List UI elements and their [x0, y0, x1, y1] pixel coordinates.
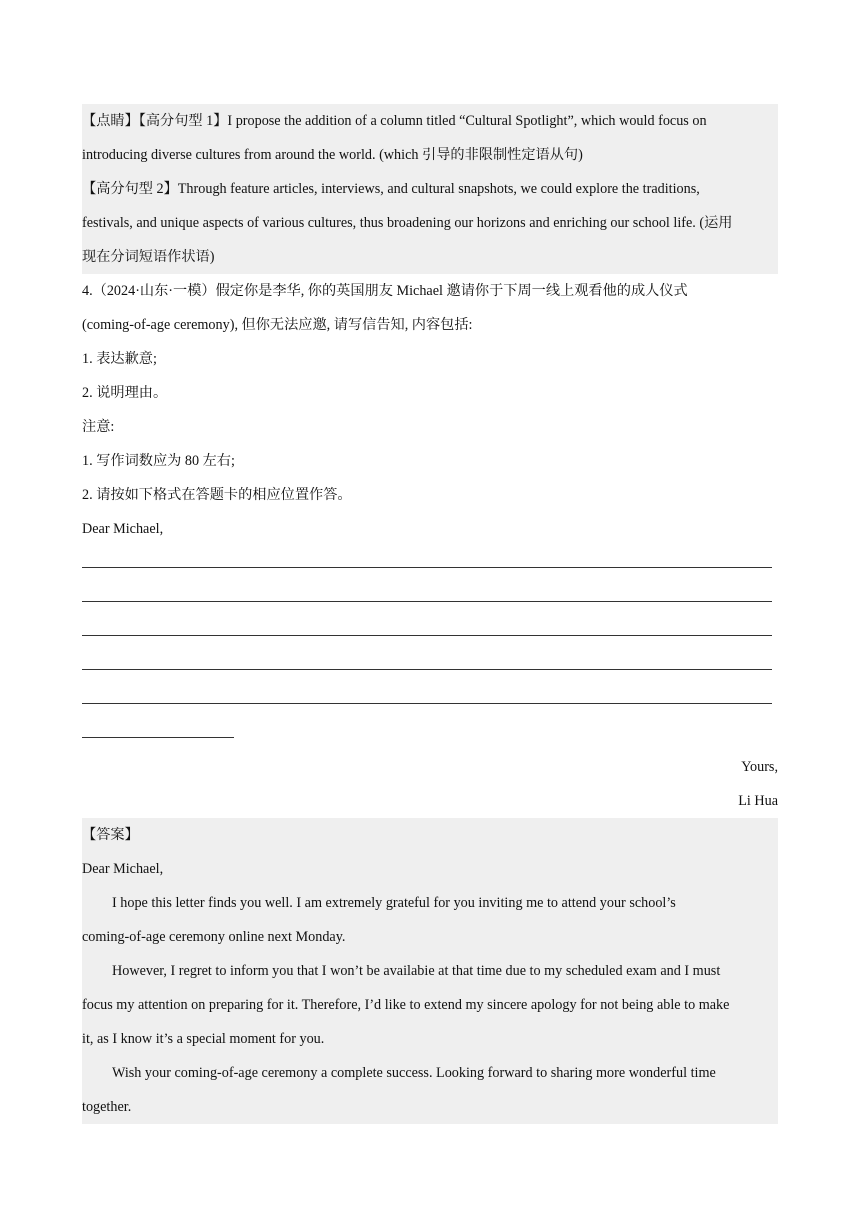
letter-salutation: Dear Michael,: [82, 521, 164, 537]
answer-blank-line: [82, 580, 778, 614]
highlight-line-4: festivals, and unique aspects of various cultures, thus broadening our horizons and enriching our school life. (运用: [82, 215, 733, 231]
answer-paragraph-3-line-2: together.: [82, 1099, 132, 1115]
answer-blank-line: [82, 546, 778, 580]
answer-label: 【答案】: [82, 827, 139, 843]
highlight-block: [82, 104, 778, 274]
highlight-line-1: 【点睛】【高分句型 1】I propose the addition of a column titled “Cultural Spotlight”, which would focus on: [82, 113, 707, 129]
highlight-line-5: 现在分词短语作状语): [82, 249, 215, 265]
answer-paragraph-3-line-1: Wish your coming-of-age ceremony a complete success. Looking forward to sharing more wonderful time: [112, 1065, 716, 1081]
requirement-item-1: 1. 表达歉意;: [82, 351, 157, 367]
answer-blank-line: [82, 614, 778, 648]
note-label: 注意:: [82, 419, 115, 435]
requirement-item-2: 2. 说明理由。: [82, 385, 168, 401]
highlight-line-2: introducing diverse cultures from around the world. (which 引导的非限制性定语从句): [82, 147, 583, 163]
note-item-1: 1. 写作词数应为 80 左右;: [82, 453, 235, 469]
question-line-2: (coming-of-age ceremony), 但你无法应邀, 请写信告知, 内容包括:: [82, 317, 473, 333]
highlight-line-3: 【高分句型 2】Through feature articles, interviews, and cultural snapshots, we could explore the traditions,: [82, 181, 700, 197]
answer-blank-line-short: [82, 716, 778, 750]
answer-paragraph-2-line-2: focus my attention on preparing for it. Therefore, I’d like to extend my sincere apology for not being able to make: [82, 997, 730, 1013]
answer-paragraph-1-line-1: I hope this letter finds you well. I am extremely grateful for you inviting me to attend your school’s: [112, 895, 676, 911]
question-block: [82, 274, 778, 818]
answer-paragraph-2-line-1: However, I regret to inform you that I won’t be availabie at that time due to my scheduled exam and I must: [112, 963, 721, 979]
answer-paragraph-2-line-3: it, as I know it’s a special moment for you.: [82, 1031, 325, 1047]
answer-blank-line: [82, 682, 778, 716]
letter-signature: Li Hua: [738, 793, 778, 809]
note-item-2: 2. 请按如下格式在答题卡的相应位置作答。: [82, 487, 352, 503]
document-content: [82, 104, 778, 1124]
answer-block: [82, 818, 778, 1124]
answer-paragraph-1-line-2: coming-of-age ceremony online next Monday.: [82, 929, 346, 945]
answer-salutation: Dear Michael,: [82, 861, 164, 877]
letter-closing: Yours,: [741, 759, 778, 775]
question-line-1: 4.（2024·山东·一模）假定你是李华, 你的英国朋友 Michael 邀请你于下周一线上观看他的成人仪式: [82, 283, 688, 299]
answer-blank-line: [82, 648, 778, 682]
